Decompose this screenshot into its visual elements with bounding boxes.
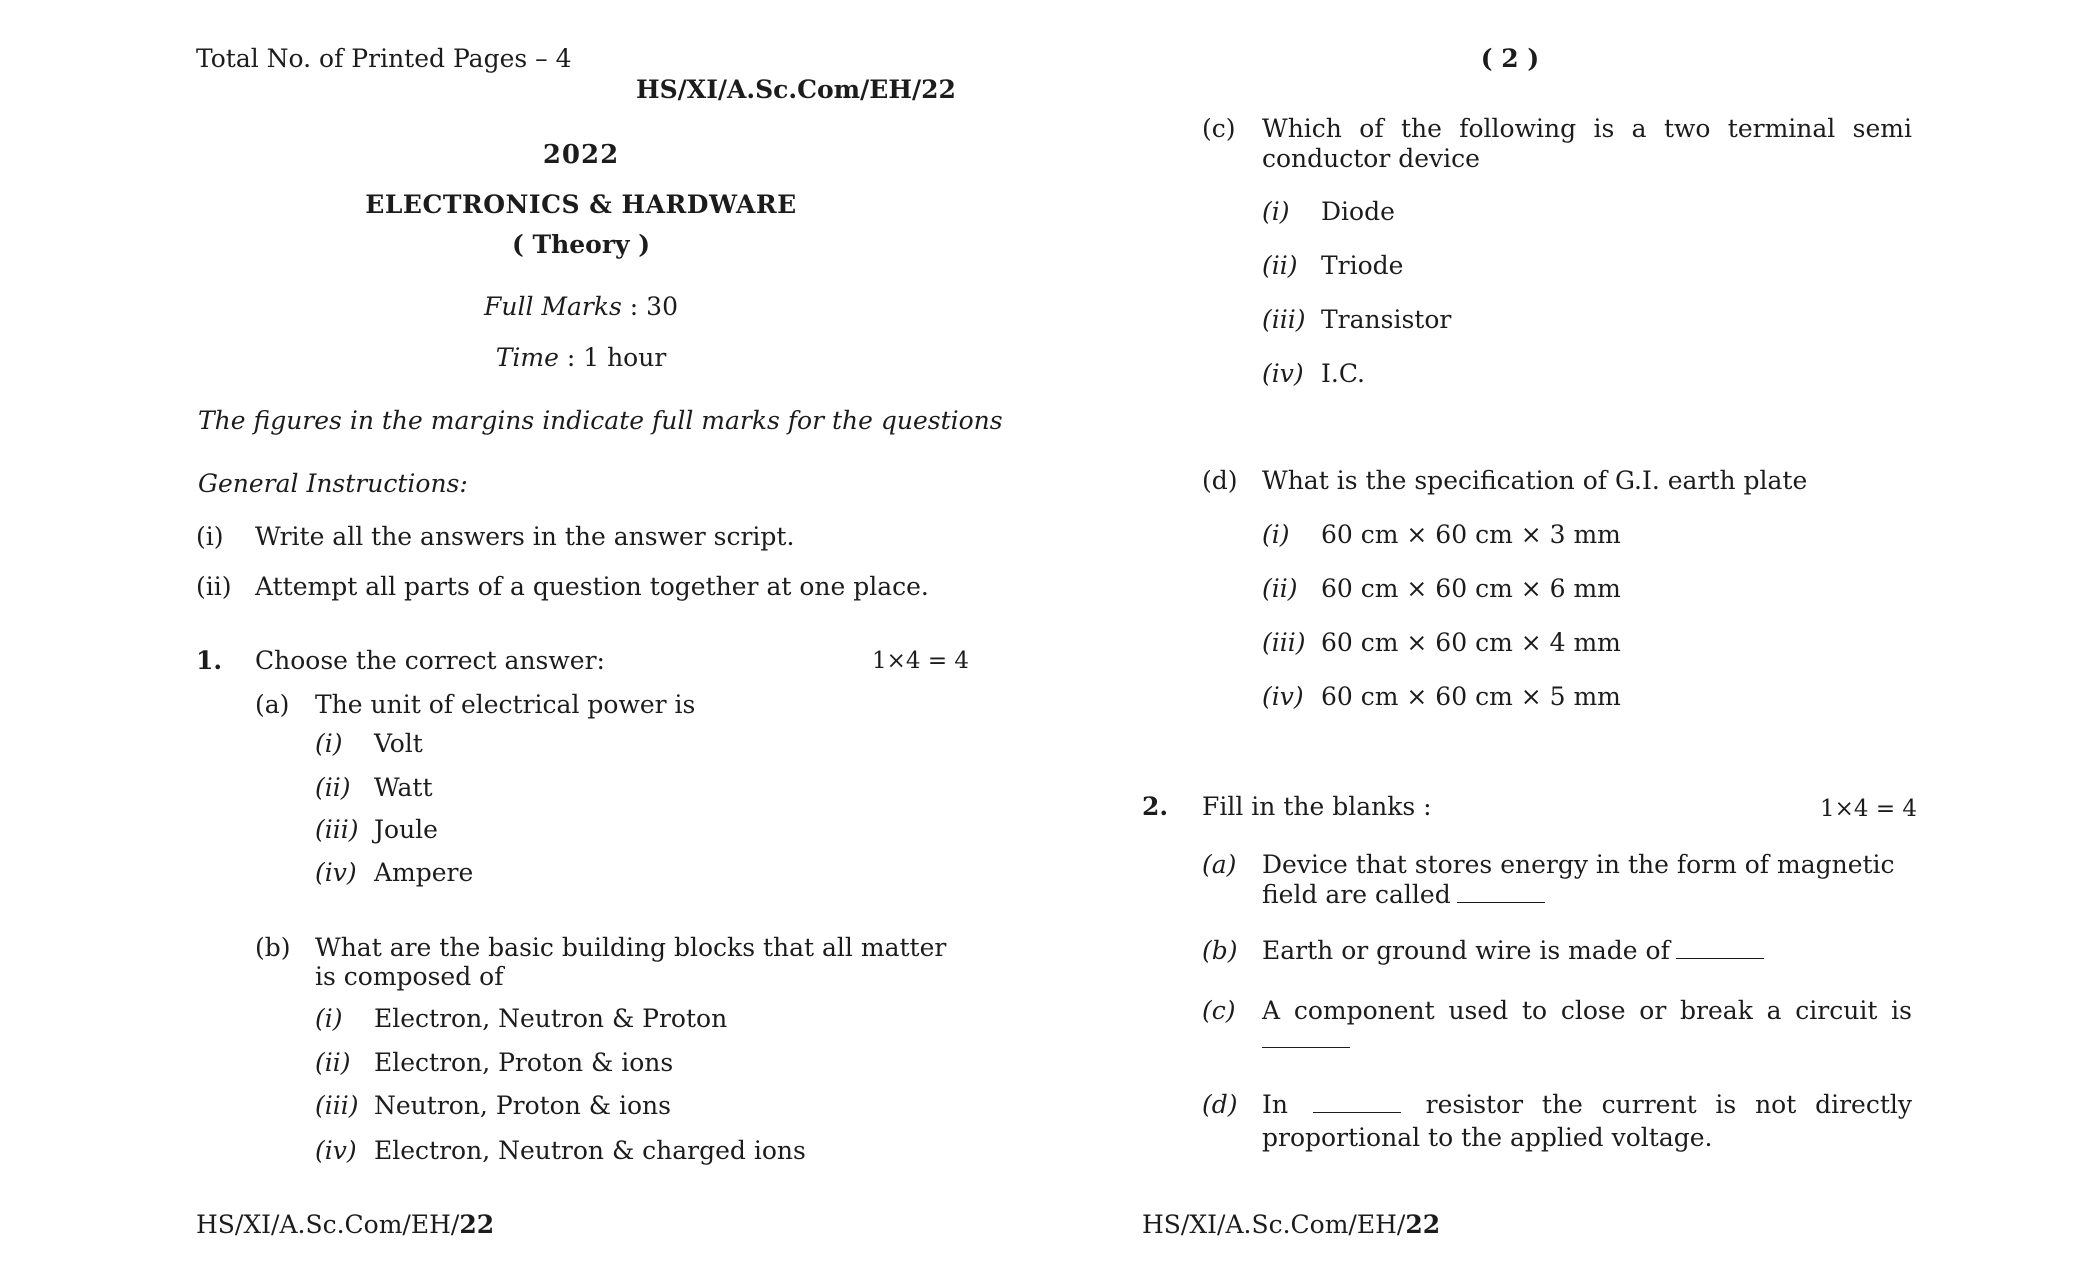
question-2c-blank-line <box>1262 1025 1356 1055</box>
question-1a-label: (a) <box>255 690 290 719</box>
footer-code: HS/XI/A.Sc.Com/EH/ <box>1142 1210 1406 1239</box>
question-2-text: Fill in the blanks : <box>1202 792 1432 821</box>
question-1b-label: (b) <box>255 933 291 962</box>
question-2d-line1-start: In <box>1262 1090 1288 1119</box>
time-value: : 1 hour <box>566 343 667 372</box>
question-2d-text-line1 <box>1262 1090 1912 1120</box>
footer-number: 22 <box>459 1210 495 1239</box>
full-marks-label: Full Marks <box>484 292 622 321</box>
exam-time <box>196 343 966 373</box>
option-number: (iii) <box>315 815 359 844</box>
full-marks-value: : 30 <box>629 292 678 321</box>
option-text: Electron, Neutron & Proton <box>374 1004 728 1033</box>
page-number: ( 2 ) <box>1480 44 1540 73</box>
question-1c-text-line1: Which of the following is a two terminal semi <box>1262 114 1912 143</box>
option-text: Diode <box>1321 197 1395 226</box>
option-number: (iii) <box>1262 305 1306 334</box>
option-text: Electron, Neutron & charged ions <box>374 1136 806 1165</box>
option-number: (iv) <box>1262 359 1304 388</box>
option-number: (ii) <box>315 773 351 802</box>
question-2c-text: A component used to close or break a circuit is <box>1262 996 1912 1025</box>
question-2-marks: 1×4 = 4 <box>1820 796 1918 822</box>
option-text: 60 cm × 60 cm × 5 mm <box>1321 682 1621 711</box>
option-number: (ii) <box>315 1048 351 1077</box>
option-text: Transistor <box>1321 305 1452 334</box>
option-number: (i) <box>315 729 343 758</box>
page-footer <box>1142 1210 1440 1240</box>
footer-code: HS/XI/A.Sc.Com/EH/ <box>196 1210 460 1239</box>
answer-blank <box>1313 1112 1401 1113</box>
exam-year: 2022 <box>542 140 620 170</box>
option-text: Joule <box>374 815 438 844</box>
question-2d-line1-end: resistor the current is not directly <box>1425 1090 1913 1119</box>
question-1-number: 1. <box>196 646 223 675</box>
question-2-number: 2. <box>1142 792 1169 821</box>
margins-note: The figures in the margins indicate full marks for the questions <box>198 406 1003 435</box>
option-text: 60 cm × 60 cm × 4 mm <box>1321 628 1621 657</box>
question-2d-text-line2: proportional to the applied voltage. <box>1262 1123 1713 1152</box>
instruction-text: Write all the answers in the answer script. <box>255 522 795 551</box>
question-1a-text: The unit of electrical power is <box>315 690 696 719</box>
total-printed-pages: Total No. of Printed Pages – 4 <box>196 44 572 73</box>
option-number: (i) <box>1262 520 1290 549</box>
question-2b-text <box>1262 936 1770 966</box>
option-number: (ii) <box>1262 574 1298 603</box>
option-number: (iv) <box>315 1136 357 1165</box>
option-text: 60 cm × 60 cm × 3 mm <box>1321 520 1621 549</box>
question-2a-line2-text: field are called <box>1262 880 1451 909</box>
question-1-text: Choose the correct answer: <box>255 646 605 675</box>
option-text: Electron, Proton & ions <box>374 1048 674 1077</box>
question-1b-text-line1: What are the basic building blocks that all matter <box>315 933 947 962</box>
answer-blank <box>1457 902 1545 903</box>
answer-blank <box>1676 958 1764 959</box>
option-number: (iv) <box>1262 682 1304 711</box>
full-marks <box>196 292 966 322</box>
option-number: (ii) <box>1262 251 1298 280</box>
answer-blank <box>1262 1047 1350 1048</box>
question-2b-text-content: Earth or ground wire is made of <box>1262 936 1670 965</box>
question-2d-label: (d) <box>1202 1090 1238 1119</box>
instruction-number: (i) <box>196 522 224 551</box>
option-number: (i) <box>315 1004 343 1033</box>
question-1-marks: 1×4 = 4 <box>872 648 970 674</box>
question-2a-label: (a) <box>1202 850 1237 879</box>
option-number: (i) <box>1262 197 1290 226</box>
right-page <box>1050 0 2100 1275</box>
time-label: Time <box>495 343 559 372</box>
footer-number: 22 <box>1405 1210 1441 1239</box>
question-1c-text-line2: conductor device <box>1262 144 1480 173</box>
page-footer <box>196 1210 494 1240</box>
instruction-text: Attempt all parts of a question together at one place. <box>255 572 929 601</box>
option-text: Triode <box>1321 251 1404 280</box>
question-1c-label: (c) <box>1202 114 1236 143</box>
option-text: 60 cm × 60 cm × 6 mm <box>1321 574 1621 603</box>
option-number: (iii) <box>1262 628 1306 657</box>
question-2c-label: (c) <box>1202 996 1236 1025</box>
option-text: Volt <box>374 729 423 758</box>
paper-type: ( Theory ) <box>511 230 651 259</box>
option-number: (iv) <box>315 858 357 887</box>
option-text: Ampere <box>374 858 474 887</box>
subject-title: ELECTRONICS & HARDWARE <box>365 190 797 219</box>
option-number: (iii) <box>315 1091 359 1120</box>
question-1b-text-line2: is composed of <box>315 962 504 991</box>
question-1d-label: (d) <box>1202 466 1238 495</box>
question-2a-text-line1: Device that stores energy in the form of magnetic <box>1262 850 1895 879</box>
question-2b-label: (b) <box>1202 936 1238 965</box>
question-2a-text-line2 <box>1262 880 1551 910</box>
question-1d-text: What is the specification of G.I. earth plate <box>1262 466 1808 495</box>
instruction-number: (ii) <box>196 572 232 601</box>
instructions-heading: General Instructions: <box>198 469 468 498</box>
option-text: Watt <box>374 773 433 802</box>
paper-code: HS/XI/A.Sc.Com/EH/22 <box>636 75 956 104</box>
option-text: I.C. <box>1321 359 1366 388</box>
option-text: Neutron, Proton & ions <box>374 1091 671 1120</box>
